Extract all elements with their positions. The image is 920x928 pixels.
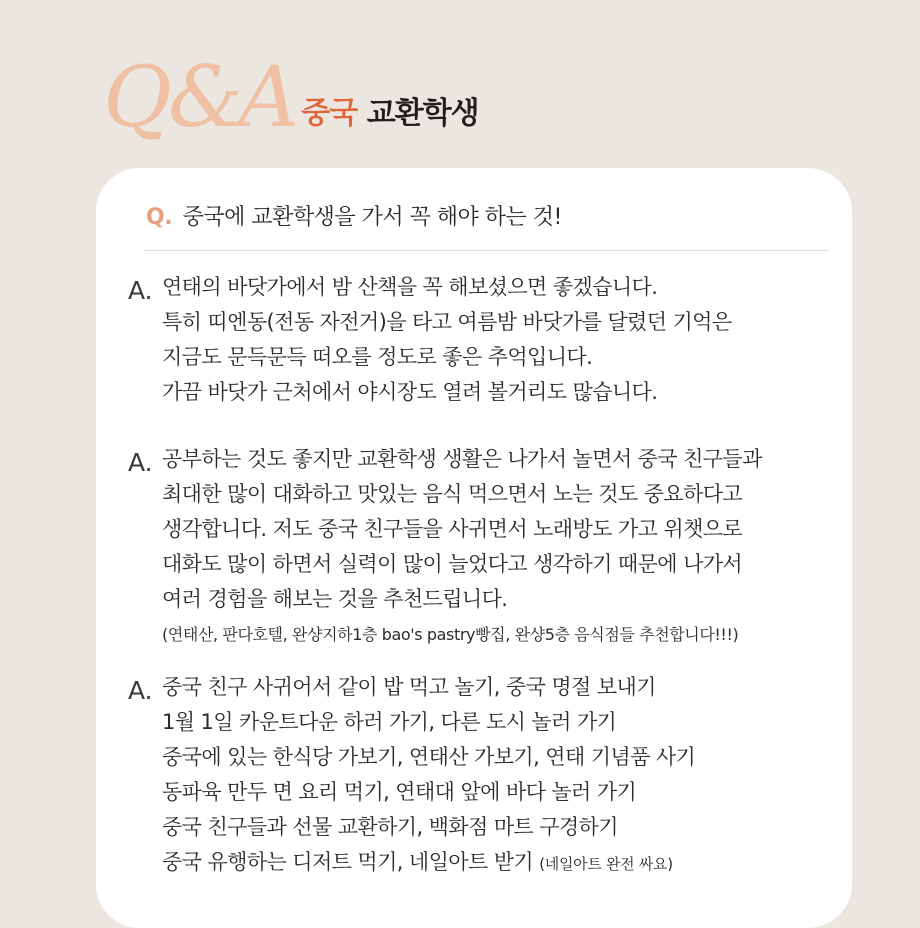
answer-line: 대화도 많이 하면서 실력이 많이 늘었다고 생각하기 때문에 나가서: [162, 552, 743, 576]
title-accent: 중국: [301, 96, 358, 131]
answer-line: 여러 경험을 해보는 것을 추천드립니다.: [162, 587, 508, 611]
answer-inline-note: (네일아트 완전 싸요): [539, 855, 673, 873]
answer-line: 중국 친구들과 선물 교환하기, 백화점 마트 구경하기: [162, 815, 618, 839]
answer-mark: A.: [128, 448, 153, 477]
question-mark: Q.: [146, 205, 173, 230]
answer-line-with-note: [162, 845, 695, 882]
page-header: [103, 48, 479, 146]
title-main: 교환학생: [366, 96, 479, 131]
qa-logo: Q&A: [103, 48, 296, 146]
answer-line: 생각합니다. 저도 중국 친구들을 사귀면서 노래방도 가고 위챗으로: [162, 517, 743, 541]
answer-2: [128, 442, 762, 652]
page-title: [301, 88, 478, 132]
answer-line: 가끔 바닷가 근처에서 야시장도 열려 볼거리도 많습니다.: [162, 380, 658, 404]
answer-line: 1월 1일 카운트다운 하러 가기, 다른 도시 놀러 가기: [162, 710, 617, 734]
answer-mark: A.: [128, 276, 153, 305]
answer-line: 공부하는 것도 좋지만 교환학생 생활은 나가서 놀면서 중국 친구들과: [162, 447, 762, 471]
question: [146, 200, 562, 231]
answer-line: 연태의 바닷가에서 밤 산책을 꼭 해보셨으면 좋겠습니다.: [162, 275, 658, 299]
answer-line: 중국 친구 사귀어서 같이 밥 먹고 놀기, 중국 명절 보내기: [162, 675, 656, 699]
answer-3: [128, 670, 695, 882]
question-text: 중국에 교환학생을 가서 꼭 해야 하는 것!: [182, 205, 562, 230]
answer-line: 중국에 있는 한식당 가보기, 연태산 가보기, 연태 기념품 사기: [162, 745, 696, 769]
answer-1: [128, 270, 732, 410]
answer-line-text: 중국 유행하는 디저트 먹기, 네일아트 받기: [162, 850, 534, 874]
answer-line: 지금도 문득문득 떠오를 정도로 좋은 추억입니다.: [162, 345, 593, 369]
answer-line: 동파육 만두 면 요리 먹기, 연태대 앞에 바다 놀러 가기: [162, 780, 637, 804]
qa-card: [96, 168, 852, 928]
answer-mark: A.: [128, 676, 153, 705]
answer-line: 특히 띠엔동(전동 자전거)을 타고 여름밤 바닷가를 달렸던 기억은: [162, 310, 732, 334]
divider: [144, 250, 828, 251]
answer-note: (연태산, 판다호텔, 완샹지하1층 bao's pastry빵집, 완샹5층 음식점들 추천합니다!!!): [162, 625, 739, 644]
answer-line: 최대한 많이 대화하고 맛있는 음식 먹으면서 노는 것도 중요하다고: [162, 482, 743, 506]
